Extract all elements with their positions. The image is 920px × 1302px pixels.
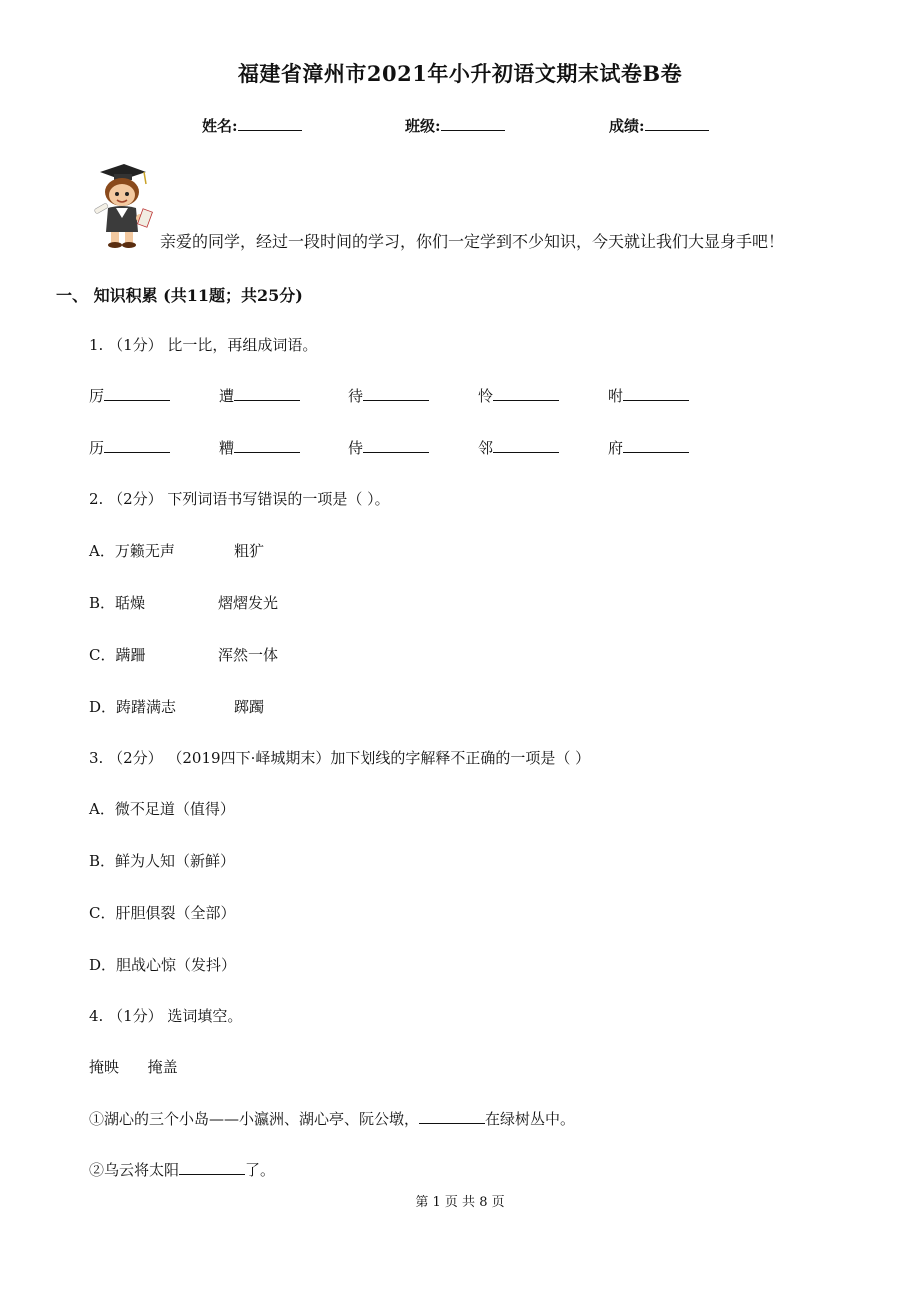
question-2-option-word: 粗犷 [234, 542, 265, 560]
q1-row2-item [348, 437, 429, 458]
name-label: 姓名: [202, 117, 238, 135]
graduate-mascot-icon [88, 162, 154, 248]
answer-blank[interactable] [363, 386, 429, 401]
q1-row1-item [89, 385, 170, 406]
question-4-sentence-1 [89, 1108, 575, 1129]
answer-blank[interactable] [623, 386, 689, 401]
section-heading: 一、 知识积累 (共11题；共25分) [56, 286, 303, 305]
q1-row1-item [478, 385, 559, 406]
class-blank[interactable] [441, 115, 505, 131]
answer-blank[interactable] [493, 438, 559, 453]
answer-blank[interactable] [363, 438, 429, 453]
character: 厉 [89, 387, 105, 405]
character: 怜 [478, 387, 494, 405]
sentence-2-after: 了。 [245, 1161, 276, 1179]
answer-blank[interactable] [623, 438, 689, 453]
q1-row2-item [608, 437, 689, 458]
question-2-option[interactable]: B．聒燥 [89, 594, 146, 612]
character: 历 [89, 439, 105, 457]
answer-blank[interactable] [493, 386, 559, 401]
question-2-option[interactable]: C．蹒跚 [89, 646, 146, 664]
sentence-2-blank[interactable] [179, 1160, 245, 1175]
question-2-option-word: 浑然一体 [218, 646, 279, 664]
score-label: 成绩: [609, 117, 645, 135]
page-title: 福建省漳州市2021年小升初语文期末试卷B卷 [237, 61, 683, 86]
character: 待 [348, 387, 364, 405]
page-footer: 第 1 页 共 8 页 [415, 1195, 505, 1210]
character: 府 [608, 439, 624, 457]
answer-blank[interactable] [104, 438, 170, 453]
q1-row2-item [89, 437, 170, 458]
question-2-option[interactable]: A．万籁无声 [89, 542, 175, 560]
question-4-word-choices: 掩映 掩盖 [89, 1058, 178, 1076]
sentence-2-before: ②乌云将太阳 [89, 1161, 180, 1179]
q1-row1-item [348, 385, 429, 406]
name-blank[interactable] [238, 115, 302, 131]
character: 邻 [478, 439, 494, 457]
greeting-text: 亲爱的同学，经过一段时间的学习，你们一定学到不少知识，今天就让我们大显身手吧！ [160, 232, 785, 251]
score-blank[interactable] [645, 115, 709, 131]
class-label: 班级: [405, 117, 441, 135]
question-3-option[interactable]: C．肝胆俱裂（全部） [89, 904, 236, 922]
question-1-stem: 1. （1分） 比一比，再组成词语。 [89, 336, 318, 354]
character: 遭 [219, 387, 235, 405]
question-2-stem: 2. （2分） 下列词语书写错误的一项是（ ）。 [89, 490, 390, 508]
answer-blank[interactable] [104, 386, 170, 401]
q1-row1-item [219, 385, 300, 406]
question-3-option[interactable]: B．鲜为人知（新鲜） [89, 852, 236, 870]
sentence-1-blank[interactable] [419, 1109, 485, 1124]
answer-blank[interactable] [234, 438, 300, 453]
q1-row1-item [608, 385, 689, 406]
sentence-1-after: 在绿树丛中。 [485, 1110, 576, 1128]
question-2-option-word: 熠熠发光 [218, 594, 279, 612]
question-3-stem: 3. （2分） （2019四下·峄城期末）加下划线的字解释不正确的一项是（ ） [89, 749, 591, 767]
question-3-option[interactable]: D．胆战心惊（发抖） [89, 956, 237, 974]
q1-row2-item [219, 437, 300, 458]
character: 咐 [608, 387, 624, 405]
character: 侍 [348, 439, 364, 457]
name-field[interactable] [202, 115, 302, 136]
question-3-option[interactable]: A．微不足道（值得） [89, 800, 235, 818]
answer-blank[interactable] [234, 386, 300, 401]
question-4-sentence-2 [89, 1159, 275, 1180]
question-2-option[interactable]: D．踌躇满志 [89, 698, 177, 716]
q1-row2-item [478, 437, 559, 458]
question-4-stem: 4. （1分） 选词填空。 [89, 1007, 243, 1025]
sentence-1-before: ①湖心的三个小岛——小瀛洲、湖心亭、阮公墩， [89, 1110, 420, 1128]
score-field[interactable] [609, 115, 709, 136]
class-field[interactable] [405, 115, 505, 136]
character: 糟 [219, 439, 235, 457]
question-2-option-word: 踯躅 [234, 698, 265, 716]
